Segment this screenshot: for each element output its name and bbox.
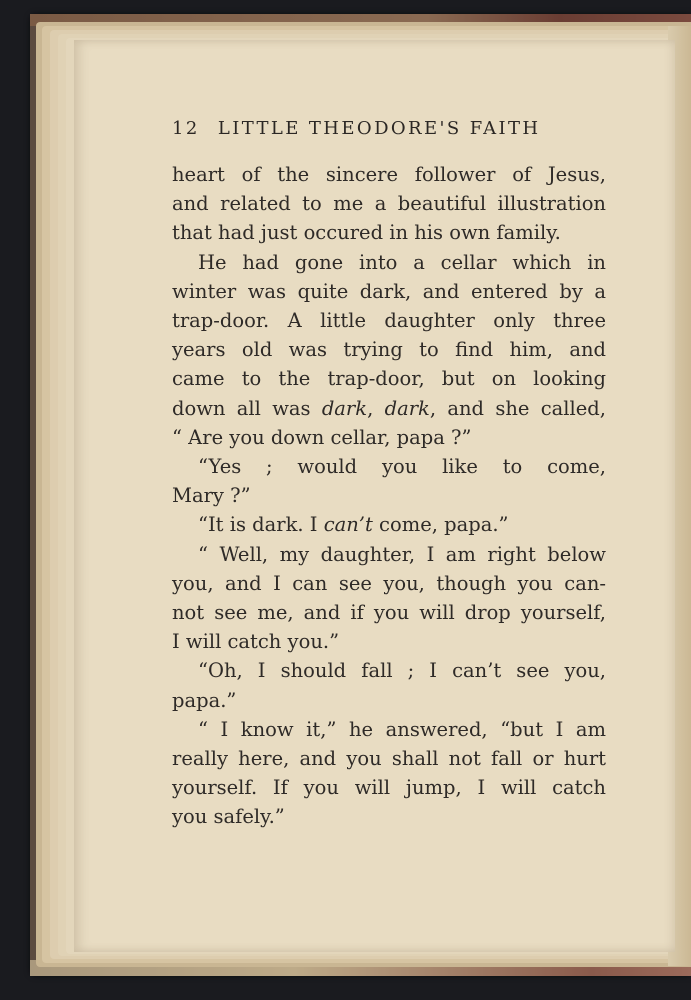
text-line: and related to me a beautiful illustration [172, 192, 606, 216]
text-line: He had gone into a cellar which in [198, 250, 606, 274]
text-run: come, papa.” [372, 513, 509, 537]
text-line [172, 510, 606, 539]
text-line: “Oh, I should fall ; I can’t see you, [198, 659, 606, 683]
text-run: down all was [172, 396, 322, 420]
text-line: yourself. If you will jump, I will catch [172, 776, 606, 800]
body-text [172, 160, 606, 832]
text-line: winter was quite dark, and entered by a [172, 279, 606, 303]
running-head [172, 118, 612, 139]
italic-run: can’t [323, 513, 373, 537]
italic-run: dark [321, 396, 368, 420]
running-title: LITTLE THEODORE'S FAITH [217, 118, 541, 139]
text-line: papa.” [172, 688, 237, 712]
text-run: “It is dark. I [198, 513, 324, 537]
text-line: came to the trap-door, but on looking [172, 367, 606, 391]
text-line: really here, and you shall not fall or hurt [172, 747, 606, 771]
text-line [172, 394, 606, 423]
text-line: I will catch you.” [172, 630, 340, 654]
text-line: you, and I can see you, though you can- [172, 571, 606, 595]
text-line: “ Are you down cellar, papa ?” [172, 425, 472, 449]
text-line: trap-door. A little daughter only three [172, 309, 606, 333]
text-line: heart of the sincere follower of Jesus, [172, 163, 606, 186]
text-line: Mary ?” [172, 484, 251, 508]
italic-run: dark [384, 396, 430, 420]
text-line: you safely.” [172, 805, 285, 829]
text-line: not see me, and if you will drop yourself, [172, 601, 606, 625]
text-line: that had just occured in his own family. [172, 221, 561, 245]
text-line: “Yes ; would you like to come, [198, 455, 606, 479]
text-line: “ I know it,” he answered, “but I am [198, 717, 606, 741]
text-line: years old was trying to find him, and [172, 338, 606, 362]
text-run: , [367, 396, 385, 420]
page-number: 12 [172, 118, 200, 139]
text-line: “ Well, my daughter, I am right below [198, 542, 606, 566]
text-run: , and she called, [429, 396, 606, 420]
